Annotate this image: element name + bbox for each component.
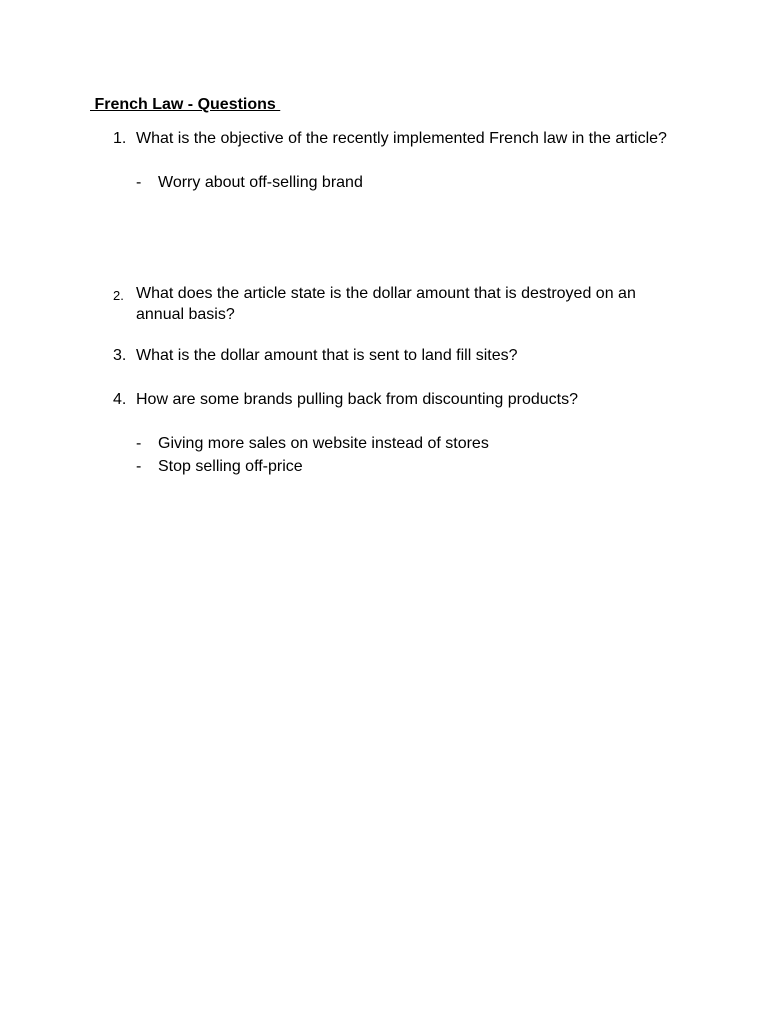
answer-marker: -: [136, 174, 142, 191]
question-2-number: 2.: [113, 288, 124, 303]
question-2-text: What does the article state is the dollar amount that is destroyed on an annual basis?: [136, 285, 636, 323]
question-1-number: 1.: [113, 130, 127, 147]
question-4-number: 4.: [113, 391, 127, 408]
answer-marker: -: [136, 435, 142, 452]
answer-text: Giving more sales on website instead of stores: [158, 435, 489, 452]
question-1-text: What is the objective of the recently implemented French law in the article?: [136, 130, 667, 147]
document-title: French Law - Questions: [90, 96, 281, 113]
question-3-number: 3.: [113, 347, 127, 364]
answer-marker: -: [136, 458, 142, 475]
answer-text: Stop selling off-price: [158, 458, 303, 475]
question-3-text: What is the dollar amount that is sent to land fill sites?: [136, 347, 518, 364]
question-4-text: How are some brands pulling back from discounting products?: [136, 391, 579, 408]
answer-text: Worry about off-selling brand: [158, 174, 363, 191]
